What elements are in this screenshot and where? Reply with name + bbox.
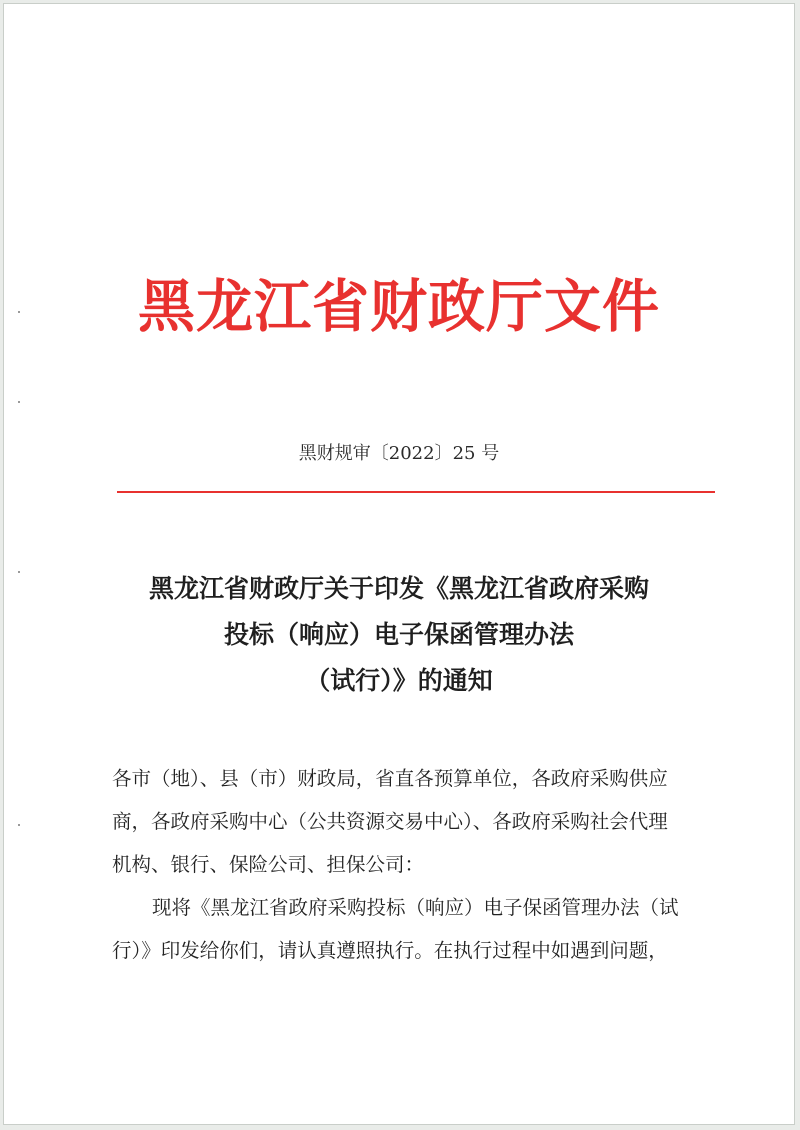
- scan-speck: [18, 824, 20, 826]
- notice-title: [4, 566, 794, 704]
- scan-speck: [18, 571, 20, 573]
- document-header-title: 黑龙江省财政厅文件: [138, 273, 660, 340]
- notice-title-line-3: （试行）》的通知: [305, 666, 493, 695]
- scan-speck: [18, 311, 20, 313]
- document-page: [3, 3, 795, 1125]
- body-line-5: 行）》印发给你们，请认真遵照执行。在执行过程中如遇到问题，: [112, 939, 668, 962]
- notice-title-line-2: 投标（响应）电子保函管理办法: [223, 620, 574, 649]
- notice-title-line-1: 黑龙江省财政厅关于印发《黑龙江省政府采购: [148, 574, 649, 603]
- body-line-3: 机构、银行、保险公司、担保公司：: [112, 853, 425, 876]
- document-number: 黑财规审〔2022〕25 号: [298, 443, 500, 464]
- notice-body: [112, 757, 708, 972]
- body-line-1: 各市（地）、县（市）财政局，省直各预算单位，各政府采购供应: [112, 767, 668, 790]
- scan-speck: [18, 401, 20, 403]
- body-line-4: 现将《黑龙江省政府采购投标（响应）电子保函管理办法（试: [152, 896, 679, 919]
- body-line-2: 商，各政府采购中心（公共资源交易中心）、各政府采购社会代理: [112, 810, 668, 833]
- red-divider-line: [117, 491, 715, 493]
